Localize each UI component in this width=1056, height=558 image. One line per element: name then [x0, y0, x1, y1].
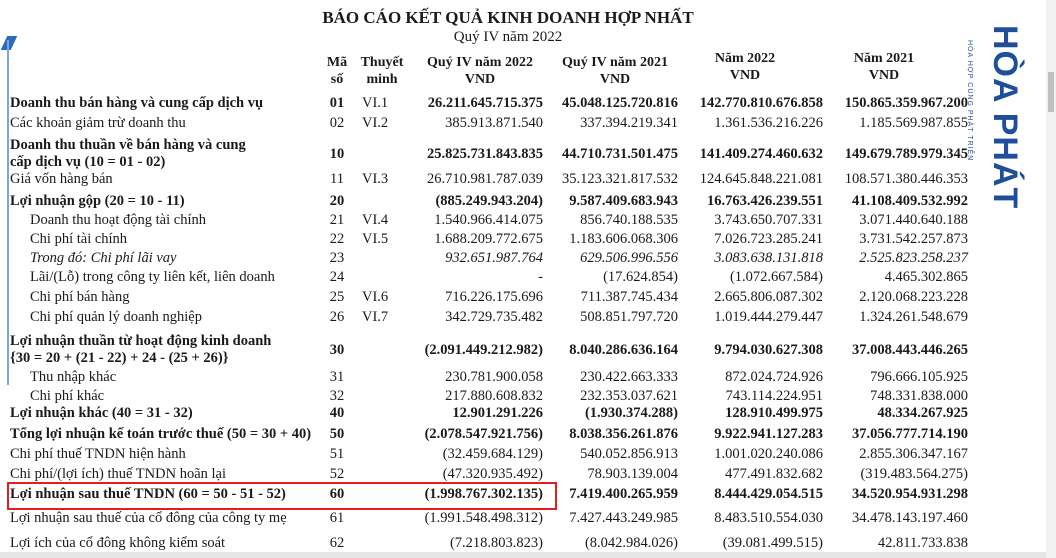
row-label [10, 95, 263, 112]
row-value: 477.491.832.682 [725, 466, 823, 482]
row-value: 25.825.731.843.835 [427, 146, 543, 162]
row-label [10, 535, 225, 552]
row-label-line: Lợi nhuận sau thuế TNDN (60 = 50 - 51 - 52) [10, 486, 286, 502]
hoa-phat-logo: HÒA PHÁT [986, 25, 1024, 210]
row-label-line: {30 = 20 + (21 - 22) + 24 - (25 + 26)} [10, 350, 229, 366]
row-label [10, 466, 226, 483]
row-code: 52 [329, 466, 345, 482]
row-code: 31 [329, 369, 345, 385]
row-code: 02 [329, 115, 345, 131]
row-label-line: Lãi/(Lỗ) trong công ty liên kết, liên doanh [30, 269, 275, 285]
row-label-line: Giá vốn hàng bán [10, 171, 113, 187]
header-code-line1: Mã [326, 55, 348, 70]
row-value: 26.211.645.715.375 [427, 95, 543, 111]
row-label-line: Chi phí quản lý doanh nghiệp [30, 309, 202, 325]
row-label-line: Chi phí tài chính [30, 231, 128, 247]
row-label [30, 388, 104, 405]
row-code: 11 [330, 171, 344, 187]
row-code: 61 [329, 510, 345, 526]
row-code: 40 [329, 405, 345, 421]
row-label-line: Chi phí bán hàng [30, 289, 130, 305]
row-note: VI.2 [362, 115, 389, 131]
row-value: 796.666.105.925 [870, 369, 968, 385]
row-value: 35.123.321.817.532 [562, 171, 678, 187]
row-value: 232.353.037.621 [580, 388, 678, 404]
row-value: 37.056.777.714.190 [852, 426, 968, 442]
row-value: (7.218.803.823) [449, 535, 543, 551]
row-value: 748.331.838.000 [870, 388, 968, 404]
row-value: 743.114.224.951 [725, 388, 823, 404]
row-label-line: Thu nhập khác [30, 369, 117, 385]
decorative-line [7, 40, 9, 385]
row-value: 230.422.663.333 [580, 369, 678, 385]
header-unit: VND [464, 72, 496, 87]
row-label [10, 171, 113, 188]
row-value: 3.071.440.640.188 [859, 212, 968, 228]
row-label [10, 446, 186, 463]
row-code: 10 [329, 146, 345, 162]
row-value: 3.083.638.131.818 [714, 250, 823, 266]
row-value: 230.781.900.058 [445, 369, 543, 385]
row-label [30, 309, 202, 326]
row-label [30, 250, 176, 267]
row-label-line: Chi phí/(lợi ích) thuế TNDN hoãn lại [10, 466, 227, 482]
row-note: VI.6 [362, 289, 389, 305]
row-label-line: Lợi nhuận khác (40 = 31 - 32) [10, 405, 193, 421]
row-value: 9.587.409.683.943 [569, 193, 678, 209]
row-code: 32 [329, 388, 345, 404]
row-value: 711.387.745.434 [580, 289, 678, 305]
row-value: 342.729.735.482 [445, 309, 543, 325]
row-value: 1.001.020.240.086 [714, 446, 823, 462]
row-value: 48.334.267.925 [877, 405, 968, 421]
header-year-2021 [814, 50, 954, 84]
row-value: 16.763.426.239.551 [707, 193, 823, 209]
row-value: 150.865.359.967.200 [844, 95, 968, 111]
row-value: 8.038.356.261.876 [569, 426, 678, 442]
header-q4-2021 [545, 54, 685, 88]
row-value: (885.249.943.204) [435, 193, 543, 209]
row-label-line: Trong đó: Chi phí lãi vay [30, 250, 177, 266]
row-label [10, 193, 185, 210]
row-value: 128.910.499.975 [725, 405, 823, 421]
row-note: VI.4 [362, 212, 389, 228]
row-value: 8.483.510.554.030 [714, 510, 823, 526]
row-value: 217.880.608.832 [445, 388, 543, 404]
row-value: 3.731.542.257.873 [859, 231, 968, 247]
row-value: - [538, 269, 543, 285]
row-value: 1.185.569.987.855 [859, 115, 968, 131]
header-note-line1: Thuyết [360, 55, 404, 70]
row-label-line: Lợi ích của cổ đông không kiểm soát [10, 535, 226, 551]
header-period: Quý IV năm 2021 [562, 55, 668, 70]
row-code: 25 [329, 289, 345, 305]
row-value: (1.930.374.288) [584, 405, 678, 421]
row-label [30, 269, 275, 286]
highlight-box [7, 482, 557, 510]
row-value: 932.651.987.764 [445, 250, 543, 266]
row-code: 20 [329, 193, 345, 209]
row-value: 42.811.733.838 [877, 535, 968, 551]
header-period: Năm 2021 [853, 51, 915, 66]
row-note: VI.3 [362, 171, 389, 187]
row-value: 141.409.274.460.632 [699, 146, 823, 162]
row-value: (2.091.449.212.982) [424, 342, 543, 358]
logo-tagline: HÒA HỢP CÙNG PHÁT TRIỂN [966, 40, 973, 162]
row-note: VI.5 [362, 231, 389, 247]
row-label-line: Doanh thu bán hàng và cung cấp dịch vụ [10, 95, 264, 111]
row-value: 41.108.409.532.992 [852, 193, 968, 209]
row-value: 1.019.444.279.447 [714, 309, 823, 325]
row-value: 7.026.723.285.241 [714, 231, 823, 247]
row-value: 124.645.848.221.081 [699, 171, 823, 187]
row-value: (319.483.564.275) [860, 466, 968, 482]
header-q4-2022 [410, 54, 550, 88]
row-value: 108.571.380.446.353 [844, 171, 968, 187]
header-code [322, 54, 352, 88]
row-label [10, 115, 186, 132]
row-value: 8.444.429.054.515 [714, 486, 823, 502]
row-value: 78.903.139.004 [587, 466, 678, 482]
row-value: (1.072.667.584) [729, 269, 823, 285]
row-label [10, 510, 287, 527]
header-note-line2: minh [366, 72, 398, 87]
row-code: 30 [329, 342, 345, 358]
row-value: (17.624.854) [603, 269, 678, 285]
row-value: 26.710.981.787.039 [427, 171, 543, 187]
row-label [30, 212, 206, 229]
report-period [0, 29, 1056, 46]
row-code: 22 [329, 231, 345, 247]
row-value: 508.851.797.720 [580, 309, 678, 325]
row-label [30, 289, 129, 306]
row-value: 2.120.068.223.228 [859, 289, 968, 305]
row-value: 1.540.966.414.075 [434, 212, 543, 228]
row-value: 540.052.856.913 [580, 446, 678, 462]
row-value: 7.419.400.265.959 [569, 486, 678, 502]
scrollbar-thumb[interactable] [1048, 72, 1054, 112]
row-value: 2.525.823.258.237 [859, 250, 968, 266]
row-label [10, 426, 311, 443]
row-value: 629.506.996.556 [580, 250, 678, 266]
row-code: 62 [329, 535, 345, 551]
row-value: 12.901.291.226 [452, 405, 543, 421]
row-label-line: Lợi nhuận thuần từ hoạt động kinh doanh [10, 333, 272, 349]
row-label-line: Lợi nhuận gộp (20 = 10 - 11) [10, 193, 185, 209]
header-unit: VND [729, 68, 761, 83]
row-value: (1.998.767.302.135) [424, 486, 543, 502]
row-value: 34.478.143.197.460 [852, 510, 968, 526]
row-value: (32.459.684.129) [442, 446, 543, 462]
horizontal-scrollbar[interactable] [0, 552, 1046, 558]
row-code: 21 [329, 212, 345, 228]
row-value: 34.520.954.931.298 [852, 486, 968, 502]
row-value: 44.710.731.501.475 [562, 146, 678, 162]
header-unit: VND [868, 68, 900, 83]
row-value: (39.081.499.515) [722, 535, 823, 551]
row-value: 2.855.306.347.167 [859, 446, 968, 462]
row-value: 4.465.302.865 [884, 269, 968, 285]
row-value: (1.991.548.498.312) [424, 510, 543, 526]
row-code: 01 [329, 95, 345, 111]
row-code: 51 [329, 446, 345, 462]
row-value: 385.913.871.540 [445, 115, 543, 131]
row-label [10, 333, 271, 367]
row-value: (47.320.935.492) [442, 466, 543, 482]
row-value: 1.361.536.216.226 [714, 115, 823, 131]
row-value: 872.024.724.926 [725, 369, 823, 385]
row-note: VI.1 [362, 95, 389, 111]
report-period-text: Quý IV năm 2022 [453, 29, 563, 45]
row-label [30, 231, 127, 248]
row-note: VI.7 [362, 309, 389, 325]
row-value: 1.324.261.548.679 [859, 309, 968, 325]
row-label-line: Chi phí thuế TNDN hiện hành [10, 446, 186, 462]
row-code: 24 [329, 269, 345, 285]
row-label-line: cấp dịch vụ (10 = 01 - 02) [10, 154, 166, 170]
row-label [30, 369, 116, 386]
row-label [10, 137, 246, 171]
row-value: 142.770.810.676.858 [699, 95, 823, 111]
row-label-line: Doanh thu hoạt động tài chính [30, 212, 206, 228]
row-value: (8.042.984.026) [584, 535, 678, 551]
row-code: 26 [329, 309, 345, 325]
row-value: 37.008.443.446.265 [852, 342, 968, 358]
row-value: 337.394.219.341 [580, 115, 678, 131]
row-value: 149.679.789.979.345 [844, 146, 968, 162]
header-year-2022 [675, 50, 815, 84]
row-value: 856.740.188.535 [580, 212, 678, 228]
row-value: 8.040.286.636.164 [569, 342, 678, 358]
row-value: 716.226.175.696 [445, 289, 543, 305]
header-note [354, 54, 410, 88]
row-value: 7.427.443.249.985 [569, 510, 678, 526]
row-value: (2.078.547.921.756) [424, 426, 543, 442]
header-period: Quý IV năm 2022 [427, 55, 533, 70]
row-code: 60 [329, 486, 345, 502]
row-code: 23 [329, 250, 345, 266]
row-value: 45.048.125.720.816 [562, 95, 678, 111]
row-value: 1.688.209.772.675 [434, 231, 543, 247]
row-label-line: Tổng lợi nhuận kế toán trước thuế (50 = 30 + 40) [10, 426, 312, 442]
report-title [0, 8, 1056, 28]
row-value: 9.922.941.127.283 [714, 426, 823, 442]
row-value: 3.743.650.707.331 [714, 212, 823, 228]
header-period: Năm 2022 [714, 51, 776, 66]
report-title-text: BÁO CÁO KẾT QUẢ KINH DOANH HỢP NHẤT [322, 8, 694, 27]
row-code: 50 [329, 426, 345, 442]
row-label-line: Các khoản giảm trừ doanh thu [10, 115, 186, 131]
row-value: 2.665.806.087.302 [714, 289, 823, 305]
row-label-line: Doanh thu thuần về bán hàng và cung [10, 137, 246, 153]
row-label-line: Lợi nhuận sau thuế của cổ đông của công ty mẹ [10, 510, 287, 526]
header-unit: VND [599, 72, 631, 87]
row-value: 1.183.606.068.306 [569, 231, 678, 247]
header-code-line2: số [330, 72, 344, 87]
row-value: 9.794.030.627.308 [714, 342, 823, 358]
row-label [10, 405, 193, 422]
row-label-line: Chi phí khác [30, 388, 105, 404]
